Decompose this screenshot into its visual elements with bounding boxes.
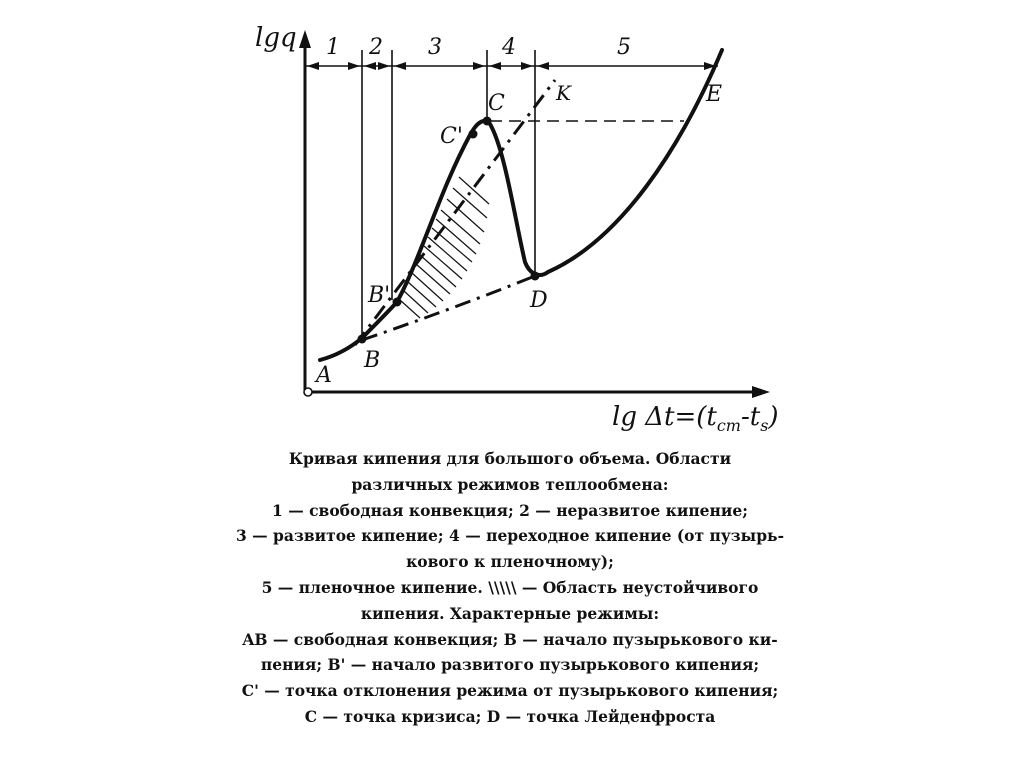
point-D-marker [531, 272, 540, 281]
unstable-boiling-hatch [400, 177, 489, 318]
point-B-label: B [364, 348, 381, 373]
point-C-prime-marker [469, 130, 478, 139]
region-2-label: 2 [369, 35, 383, 60]
caption-line: 3 — развитое кипение; 4 — переходное кипение (от пузырь- [235, 526, 785, 546]
point-C-marker [483, 117, 492, 126]
point-C-label: C [488, 91, 505, 116]
x-axis-arrow [752, 386, 770, 398]
caption-line: Кривая кипения для большого объема. Области [288, 449, 732, 468]
point-B-marker [358, 335, 367, 344]
caption-line: C — точка кризиса; D — точка Лейденфроста [304, 706, 716, 726]
caption-line: кового к пленочному); [406, 552, 614, 572]
region-3-label: 3 [428, 35, 442, 60]
point-C-prime-label: C' [440, 124, 463, 149]
point-E-label: E [706, 82, 723, 107]
caption-line: AB — свободная конвекция; B — начало пузырькового ки- [242, 629, 778, 649]
y-axis-arrow [299, 30, 311, 48]
region-5-label: 5 [617, 35, 631, 60]
region-1-label: 1 [326, 35, 340, 60]
caption-line: пения; B' — начало развитого пузырькового кипения; [260, 655, 760, 675]
y-axis-label: lgq [255, 23, 297, 53]
point-K-label: K [556, 81, 571, 105]
caption-line: 5 — пленочное кипение. \\\\\ — Область неустойчивого [261, 577, 759, 597]
caption-line: кипения. Характерные режимы: [360, 603, 660, 623]
point-A-label: A [316, 363, 332, 388]
point-D-label: D [530, 288, 548, 313]
region-4-label: 4 [502, 35, 516, 60]
origin-marker [304, 388, 312, 396]
caption-line: различных режимов теплообмена: [351, 474, 669, 494]
x-axis-label: $\lg \Delta t=(t_{ст}-t_s)$ [612, 402, 779, 435]
caption-line: C' — точка отклонения режима от пузырькового кипения; [241, 681, 779, 701]
caption-line: 1 — свободная конвекция; 2 — неразвитое кипение; [272, 500, 748, 520]
point-B-prime-label: B' [368, 283, 391, 308]
figure-caption [200, 446, 820, 730]
point-B-prime-marker [393, 298, 402, 307]
